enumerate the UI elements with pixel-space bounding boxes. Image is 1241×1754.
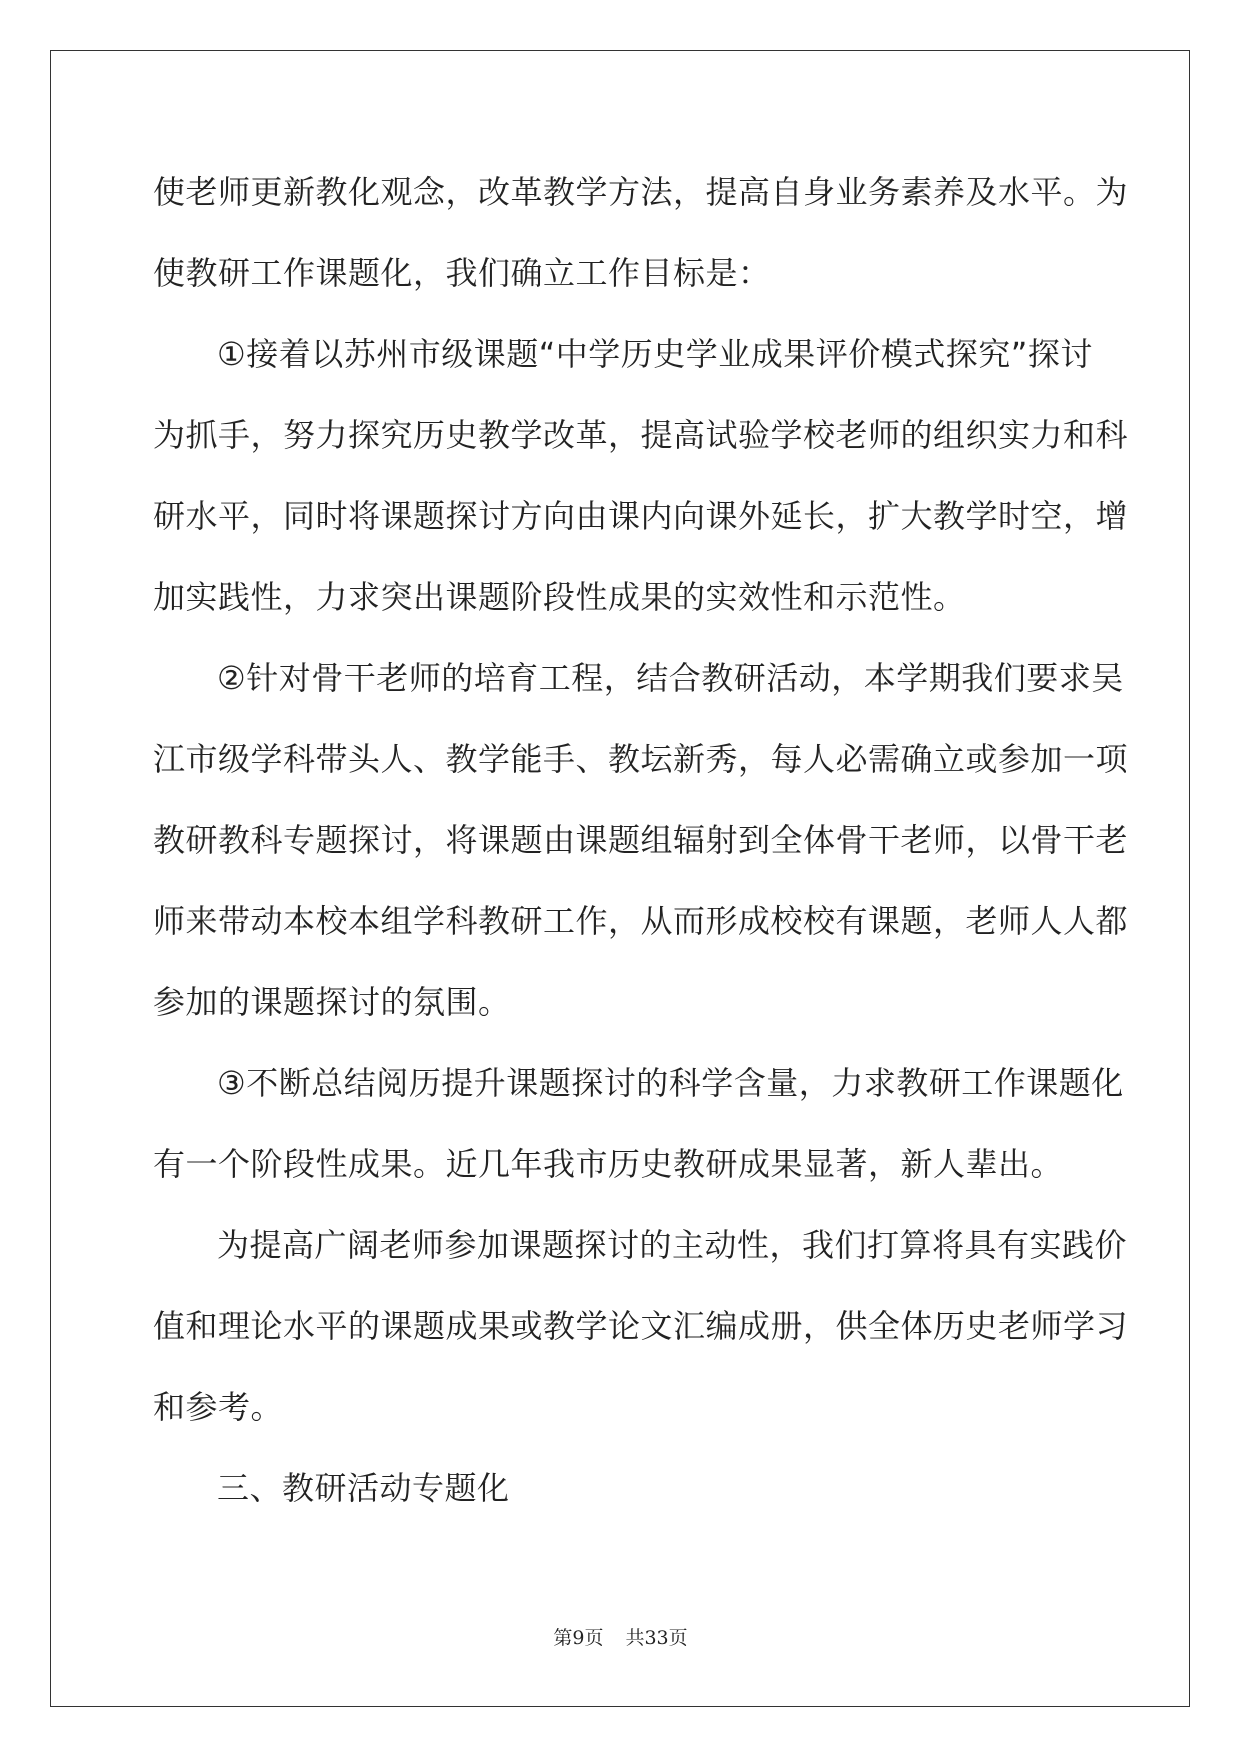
text-line: 有一个阶段性成果。近几年我市历史教研成果显著，新人辈出。 <box>153 1145 1064 1183</box>
text-line: 加实践性，力求突出课题阶段性成果的实效性和示范性。 <box>153 578 966 616</box>
document-body <box>153 158 1129 1535</box>
text-line: 使教研工作课题化，我们确立工作目标是： <box>153 254 771 292</box>
page-footer <box>0 1623 1241 1650</box>
text-line: 教研教科专题探讨，将课题由课题组辐射到全体骨干老师，以骨干老 <box>153 821 1129 859</box>
text-line: 研水平，同时将课题探讨方向由课内向课外延长，扩大教学时空，增 <box>153 497 1129 535</box>
paragraph-start-line: 为提高广阔老师参加课题探讨的主动性，我们打算将具有实践价 <box>217 1226 1128 1264</box>
text-line: 为抓手，努力探究历史教学改革，提高试验学校老师的组织实力和科 <box>153 416 1129 454</box>
page-total: 共33页 <box>625 1627 688 1649</box>
paragraph-start-line: ①接着以苏州市级课题“中学历史学业成果评价模式探究”探讨 <box>217 335 1093 373</box>
text-line: 使老师更新教化观念，改革教学方法，提高自身业务素养及水平。为 <box>153 173 1129 211</box>
page-number: 第9页 <box>553 1627 604 1649</box>
text-line: 和参考。 <box>153 1388 284 1426</box>
section-heading: 三、教研活动专题化 <box>217 1469 510 1507</box>
text-line: 师来带动本校本组学科教研工作，从而形成校校有课题，老师人人都 <box>153 902 1129 940</box>
text-line: 江市级学科带头人、教学能手、教坛新秀，每人必需确立或参加一项 <box>153 740 1129 778</box>
text-line: 参加的课题探讨的氛围。 <box>153 983 511 1021</box>
text-line: 值和理论水平的课题成果或教学论文汇编成册，供全体历史老师学习 <box>153 1307 1129 1345</box>
paragraph-start-line: ③不断总结阅历提升课题探讨的科学含量，力求教研工作课题化 <box>217 1064 1124 1102</box>
paragraph-start-line: ②针对骨干老师的培育工程，结合教研活动，本学期我们要求吴 <box>217 659 1124 697</box>
